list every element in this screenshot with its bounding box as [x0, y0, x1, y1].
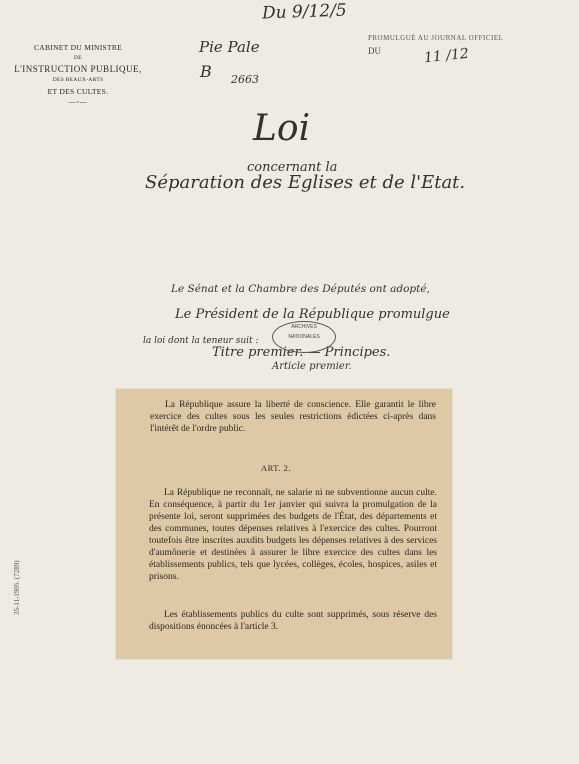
- reference-line-2: B: [200, 62, 212, 81]
- stamp-bottom-text: NATIONALES: [288, 334, 320, 340]
- article-2-text: [149, 487, 437, 583]
- article-2-heading: ART. 2.: [261, 463, 291, 473]
- article-2-text-2: [149, 609, 437, 633]
- preamble-line-1: Le Sénat et la Chambre des Députés ont adopté,: [171, 283, 430, 295]
- reference-number: 2663: [231, 73, 259, 86]
- officiel-stamp-line-2: DU: [368, 46, 381, 56]
- preamble-line-3: la loi dont la teneur suit :: [143, 336, 259, 346]
- officiel-stamp-line-1: PROMULGUÉ AU JOURNAL OFFICIEL: [368, 34, 504, 42]
- side-print-label: 35-11-1905. (7289): [13, 560, 21, 615]
- cabinet-line-1: CABINET DU MINISTRE: [33, 43, 123, 52]
- officiel-handwritten-date: 11 /12: [423, 45, 470, 67]
- cabinet-line-3: L'INSTRUCTION PUBLIQUE,: [14, 64, 142, 74]
- cabinet-line-5: ET DES CULTES.: [47, 87, 109, 96]
- preamble-line-2: Le Président de la République promulgue: [175, 307, 450, 322]
- cabinet-header: [8, 42, 148, 108]
- document-subtitle: Séparation des Eglises et de l'Etat.: [145, 172, 466, 193]
- titre-premier-heading: Titre premier. — Principes.: [212, 345, 391, 360]
- cabinet-line-4: DES BEAUX-ARTS: [52, 77, 104, 83]
- stamp-top-text: ARCHIVES: [291, 324, 317, 330]
- article-1-text: [150, 399, 436, 435]
- cabinet-line-2: DE: [74, 55, 82, 61]
- cabinet-ornament: —◦—: [68, 98, 88, 106]
- reference-line-1: Pie Pale: [199, 38, 260, 56]
- date-annotation: Du 9/12/5: [261, 0, 348, 24]
- article-2-paragraph-2: Les établissements publics du culte sont supprimés, sous réserve des dispositions énoncées à l'article 3.: [149, 610, 437, 632]
- document-title: Loi: [253, 108, 311, 149]
- article-2-paragraph-1: La République ne reconnaît, ne salarie ni ne subventionne aucun culte. En conséquence, à partir du 1er janvier qui suivra la promulgation de la présente loi, seront supprimées des budgets de l'État, des départements et des communes, toutes dépenses relatives à l'exercice des cultes. Pourront toutefois être inscrites auxdits budgets les dépenses relatives à des services d'aumônerie et destinées à assurer le libre exercice des cultes dans les établissements publics, tels que lycées, collèges, écoles, hospices, asiles et prisons.: [149, 488, 437, 582]
- title-concernant: concernant la: [247, 160, 338, 175]
- article-1-paragraph: La République assure la liberté de conscience. Elle garantit le libre exercice des cultes sous les seules restrictions édictées ci-après dans l'intérêt de l'ordre public.: [150, 400, 436, 434]
- article-premier-heading: Article premier.: [272, 361, 352, 372]
- archives-nationales-stamp: [272, 321, 336, 353]
